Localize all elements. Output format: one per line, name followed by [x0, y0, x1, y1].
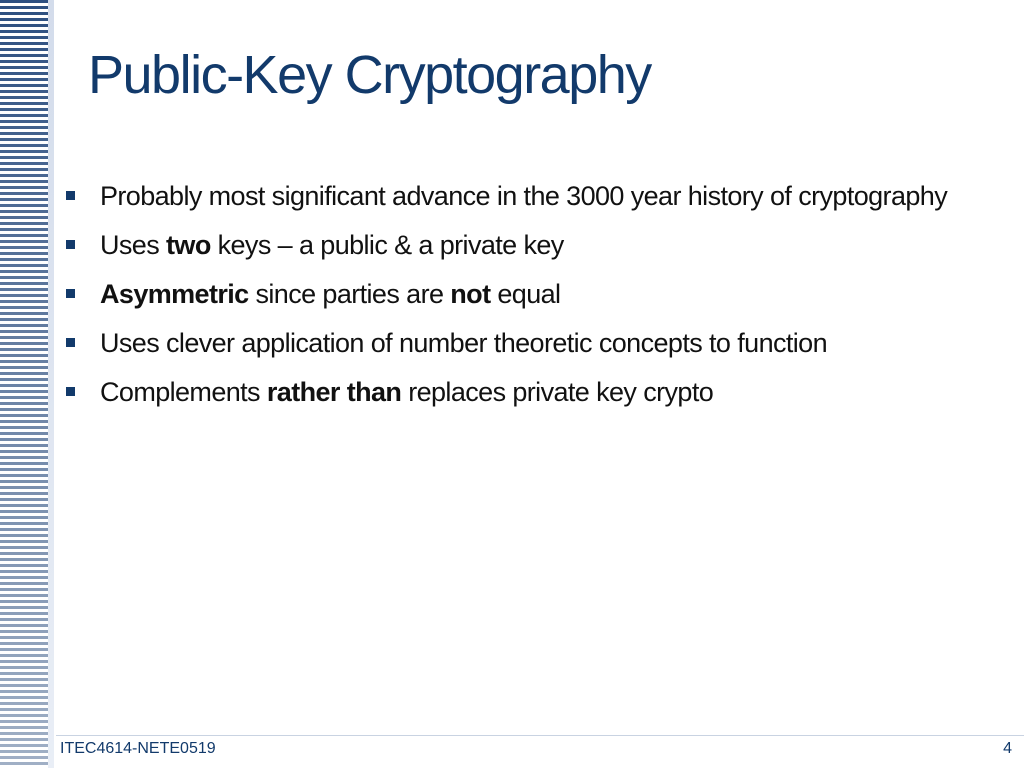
- bullet-item: [64, 374, 964, 411]
- bullet-item: [64, 227, 964, 264]
- bullet-item: [64, 178, 964, 215]
- bullet-text-part: Uses: [100, 230, 167, 260]
- bullet-text-bold: Asymmetric: [100, 279, 249, 309]
- bullet-item: [64, 276, 964, 313]
- bullet-item: [64, 325, 964, 362]
- bullet-text-part: Complements: [100, 377, 267, 407]
- bullet-text-part: equal: [490, 279, 561, 309]
- bullet-text-part: replaces private key crypto: [401, 377, 714, 407]
- bullet-text-part: keys – a public & a private key: [210, 230, 564, 260]
- slide-number: 4: [1003, 740, 1012, 757]
- bullet-text-bold: rather than: [266, 377, 402, 407]
- bullet-text-bold: not: [450, 279, 491, 309]
- bullet-text-bold: two: [166, 230, 211, 260]
- square-bullet-icon: [66, 289, 75, 298]
- stripe-fade-overlay: [0, 0, 48, 768]
- bullet-text-part: Uses clever application of number theoretic concepts to function: [100, 328, 828, 358]
- stripe-edge: [48, 0, 54, 768]
- square-bullet-icon: [66, 338, 75, 347]
- slide-title: Public-Key Cryptography: [88, 45, 651, 105]
- bullet-text-part: since parties are: [248, 279, 451, 309]
- square-bullet-icon: [66, 240, 75, 249]
- footer-course-code: ITEC4614-NETE0519: [60, 740, 216, 757]
- bullet-list: [64, 178, 964, 423]
- bullet-text-part: Probably most significant advance in the 3000 year history of cryptography: [100, 181, 948, 211]
- square-bullet-icon: [66, 191, 75, 200]
- square-bullet-icon: [66, 387, 75, 396]
- footer-divider: [56, 735, 1024, 736]
